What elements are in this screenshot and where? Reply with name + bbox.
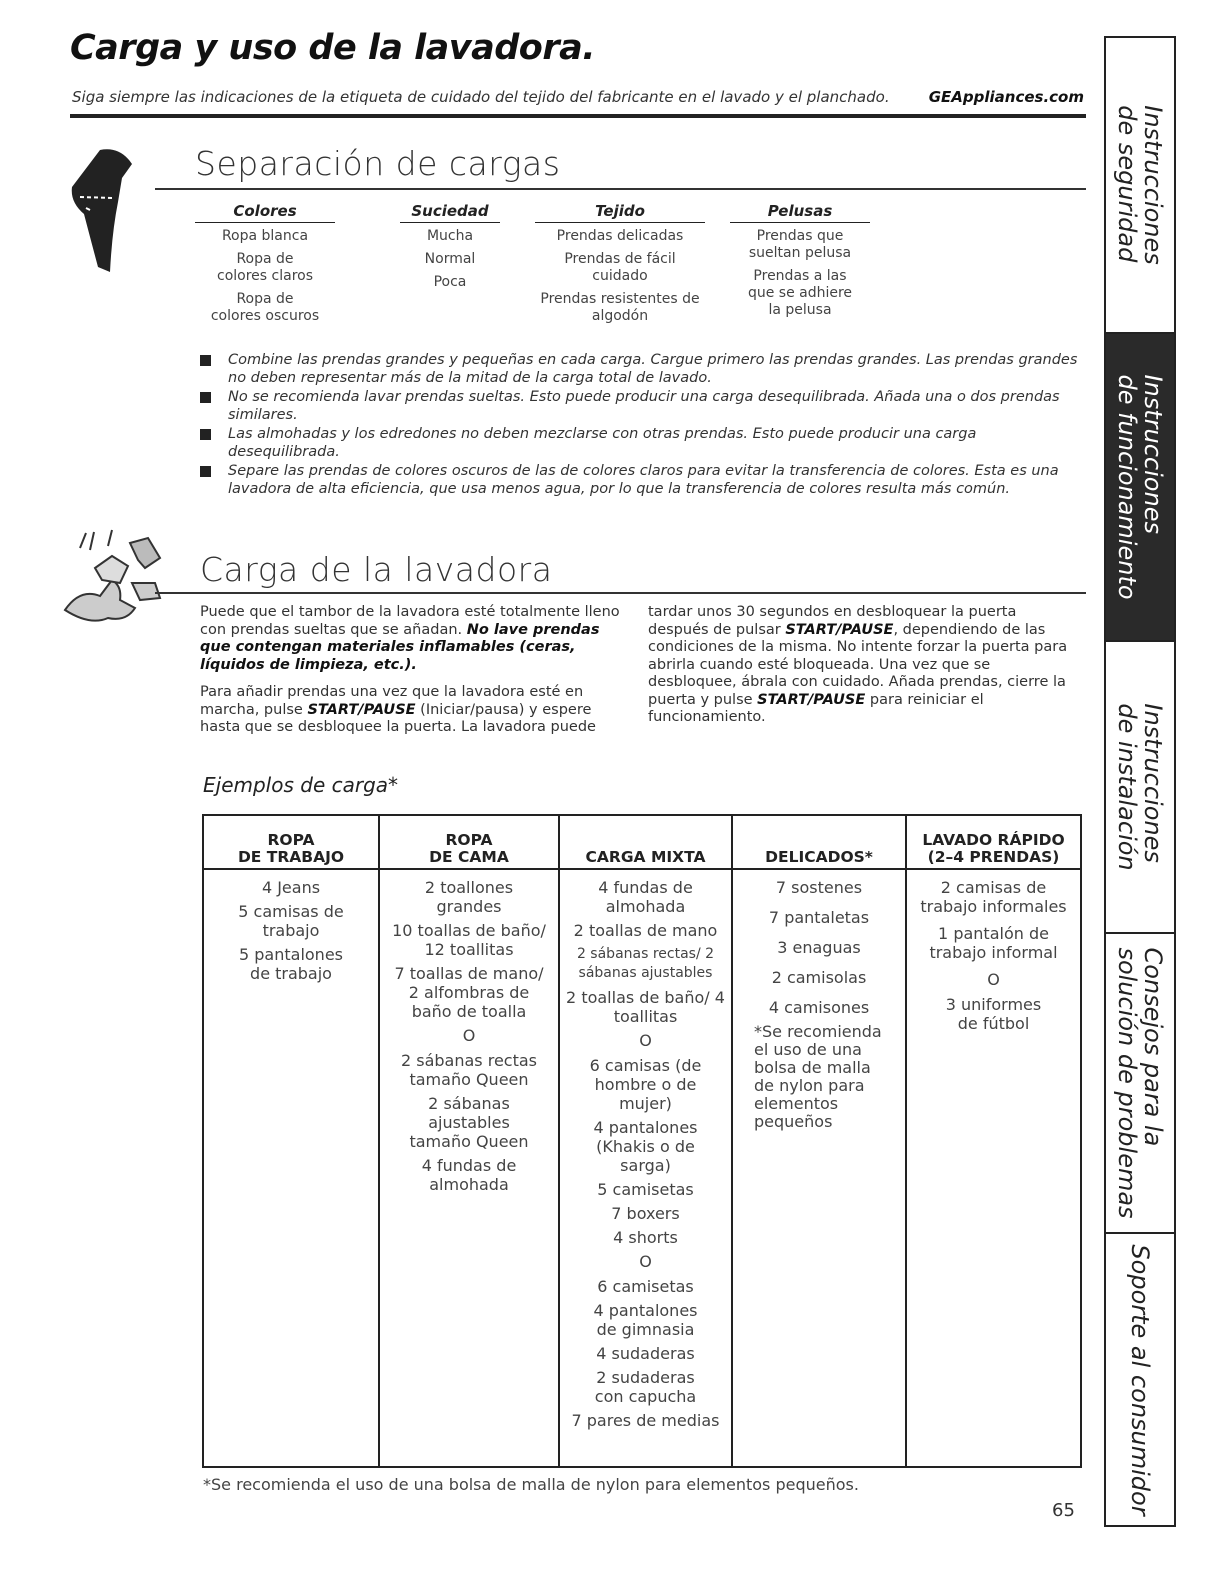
load-examples-table	[202, 814, 1082, 1468]
loading-text-left	[200, 604, 630, 737]
list-item: Prendas resistentes de algodón	[540, 291, 700, 324]
list-item: 7 toallas de mano/ 2 alfombras de baño de toalla	[394, 964, 544, 1021]
table-footnote: *Se recomienda el uso de una bolsa de malla de nylon para elementos pequeños.	[203, 1475, 859, 1494]
column-header: Pelusas	[730, 202, 870, 223]
list-item: 5 camisas de trabajo	[238, 902, 344, 940]
tip-item: Separe las prendas de colores oscuros de las de colores claros para evitar la transferencia de colores. Esta es una lavadora de alta eficiencia, que usa menos agua, por lo que la transferencia de colores resulta más común.	[200, 463, 1080, 498]
list-item: Prendas delicadas	[556, 228, 684, 244]
list-item: Prendas de fácil cuidado	[564, 251, 676, 284]
sort-column-tejido	[535, 202, 705, 331]
tip-item: No se recomienda lavar prendas sueltas. Esto puede producir una carga desequilibrada. Añada una o dos prendas similares.	[200, 389, 1080, 424]
list-item: Normal	[424, 251, 476, 267]
column-header: DELICADOS*	[732, 815, 906, 869]
section-tabs	[1104, 36, 1176, 1527]
care-instructions-text: Siga siempre las indicaciones de la etiqueta de cuidado del tejido del fabricante en el lavado y el planchado.	[72, 88, 890, 106]
tab-label: Instrucciones de instalación	[1113, 703, 1167, 871]
table-row	[203, 869, 1081, 1467]
table-cell-ropa-cama	[379, 869, 559, 1467]
list-item: 4 fundas de almohada	[421, 1156, 517, 1194]
separator-text: O	[639, 1252, 652, 1271]
tab-instrucciones-seguridad[interactable]	[1106, 38, 1174, 334]
list-item: 7 pares de medias	[571, 1411, 720, 1430]
table-cell-ropa-trabajo	[203, 869, 379, 1467]
delicates-note: *Se recomienda el uso de una bolsa de malla de nylon para elementos pequeños	[754, 1022, 882, 1131]
section-heading-carga: Carga de la lavadora	[200, 550, 553, 589]
list-item: Ropa de colores claros	[217, 251, 313, 284]
list-item: 7 boxers	[611, 1204, 680, 1223]
list-item: 4 Jeans	[261, 878, 321, 897]
table-cell-lavado-rapido	[906, 869, 1081, 1467]
tab-label: Instrucciones de seguridad	[1113, 105, 1167, 265]
sort-column-pelusas	[730, 202, 870, 325]
paragraph: Puede que el tambor de la lavadora esté totalmente lleno con prendas sueltas que se añadan. No lave prendas que contengan materiales inflamables (ceras, líquidos de limpieza, etc.).	[200, 604, 620, 673]
list-item: 2 toallones grandes	[424, 878, 514, 916]
section-rule	[155, 188, 1086, 190]
section-rule	[155, 592, 1086, 594]
list-item: 4 pantalones de gimnasia	[593, 1301, 698, 1339]
list-item: 7 sostenes	[775, 878, 863, 897]
column-header: Colores	[195, 202, 335, 223]
list-item: 2 camisolas	[771, 968, 867, 987]
tab-instrucciones-instalacion[interactable]	[1106, 642, 1174, 934]
list-item: 1 pantalón de trabajo informal	[929, 924, 1058, 962]
tab-label: Consejos para la solución de problemas	[1113, 947, 1167, 1219]
list-item: 6 camisetas	[597, 1277, 694, 1296]
list-item: Ropa blanca	[221, 228, 309, 244]
list-item: Ropa de colores oscuros	[210, 291, 320, 324]
list-item: 2 sudaderas con capucha	[594, 1368, 697, 1406]
list-item: Prendas que sueltan pelusa	[748, 228, 852, 261]
list-item: 5 pantalones de trabajo	[239, 945, 343, 983]
tab-label: Instrucciones de funcionamiento	[1113, 374, 1167, 600]
column-header: CARGA MIXTA	[559, 815, 732, 869]
column-header: Suciedad	[400, 202, 500, 223]
list-item: 2 toallas de mano	[573, 921, 718, 940]
column-header: Tejido	[535, 202, 705, 223]
separator-text: O	[462, 1026, 476, 1045]
bullet-square-icon	[200, 429, 211, 440]
sort-column-suciedad	[400, 202, 500, 297]
shirt-icon	[60, 142, 150, 281]
bullet-square-icon	[200, 392, 211, 403]
section-heading-separacion: Separación de cargas	[195, 144, 561, 183]
separator-text: O	[987, 970, 1000, 989]
tab-label: Soporte al consumidor	[1126, 1243, 1154, 1516]
list-item: 6 camisas (de hombre o de mujer)	[589, 1056, 702, 1113]
column-header: ROPA DE TRABAJO	[203, 815, 379, 869]
list-item: 7 pantaletas	[768, 908, 870, 927]
loading-text-right	[648, 604, 1078, 727]
page-number: 65	[1052, 1500, 1075, 1521]
list-item: Prendas a las que se adhiere la pelusa	[747, 268, 853, 318]
table-cell-delicados	[732, 869, 906, 1467]
list-item: 4 shorts	[613, 1228, 678, 1247]
load-examples-heading: Ejemplos de carga*	[203, 773, 399, 797]
separator-text: O	[639, 1031, 652, 1050]
sorting-tips	[200, 352, 1080, 500]
list-item: 2 toallas de baño/ 4 toallitas	[566, 988, 725, 1026]
list-item: Poca	[433, 274, 467, 290]
list-item: 2 sábanas rectas tamaño Queen	[400, 1051, 537, 1089]
tip-item: Combine las prendas grandes y pequeñas en cada carga. Cargue primero las prendas grandes. Las prendas grandes no deben representar más de la mitad de la carga total de lavado.	[200, 352, 1080, 387]
clothes-icon	[60, 528, 170, 632]
list-item: 5 camisetas	[597, 1180, 694, 1199]
list-item: 4 pantalones (Khakis o de sarga)	[593, 1118, 698, 1175]
list-item: 2 sábanas ajustables tamaño Queen	[409, 1094, 529, 1151]
column-header: ROPA DE CAMA	[379, 815, 559, 869]
list-item: 4 fundas de almohada	[598, 878, 693, 916]
table-header-row	[203, 815, 1081, 869]
list-item: Mucha	[426, 228, 474, 244]
bullet-square-icon	[200, 355, 211, 366]
paragraph: Para añadir prendas una vez que la lavadora esté en marcha, pulse START/PAUSE (Iniciar/pausa) y espere hasta que se desbloquee la puerta. La lavadora puede	[200, 684, 596, 735]
paragraph: tardar unos 30 segundos en desbloquear la puerta después de pulsar START/PAUSE, dependiendo de las condiciones de la misma. No intente forzar la puerta para abrirla cuando esté bloqueada. Una vez que se desbloquee, ábrala con cuidado. Añada prendas, cierre la puerta y pulse START/PAUSE para reiniciar el funcionamiento.	[648, 604, 1068, 725]
website-link[interactable]: GEAppliances.com	[928, 88, 1084, 106]
tab-instrucciones-funcionamiento[interactable]	[1106, 334, 1174, 642]
list-item: 3 uniformes de fútbol	[945, 995, 1042, 1033]
header-rule	[70, 114, 1086, 118]
list-item: 3 enaguas	[777, 938, 861, 957]
column-header: LAVADO RÁPIDO (2–4 PRENDAS)	[906, 815, 1081, 869]
sort-column-colores	[195, 202, 335, 331]
list-item: 10 toallas de baño/ 12 toallitas	[392, 921, 546, 959]
table-cell-carga-mixta	[559, 869, 732, 1467]
tab-solucion-problemas[interactable]	[1106, 934, 1174, 1234]
list-item: 2 sábanas rectas/ 2 sábanas ajustables	[576, 946, 715, 981]
tab-soporte-consumidor[interactable]	[1106, 1234, 1174, 1525]
page-subtitle	[72, 88, 1084, 106]
page-title: Carga y uso de la lavadora.	[70, 28, 596, 68]
tip-item: Las almohadas y los edredones no deben mezclarse con otras prendas. Esto puede producir una carga desequilibrada.	[200, 426, 1080, 461]
list-item: 2 camisas de trabajo informales	[920, 878, 1067, 916]
bullet-square-icon	[200, 466, 211, 477]
list-item: 4 camisones	[768, 998, 870, 1017]
list-item: 4 sudaderas	[596, 1344, 695, 1363]
